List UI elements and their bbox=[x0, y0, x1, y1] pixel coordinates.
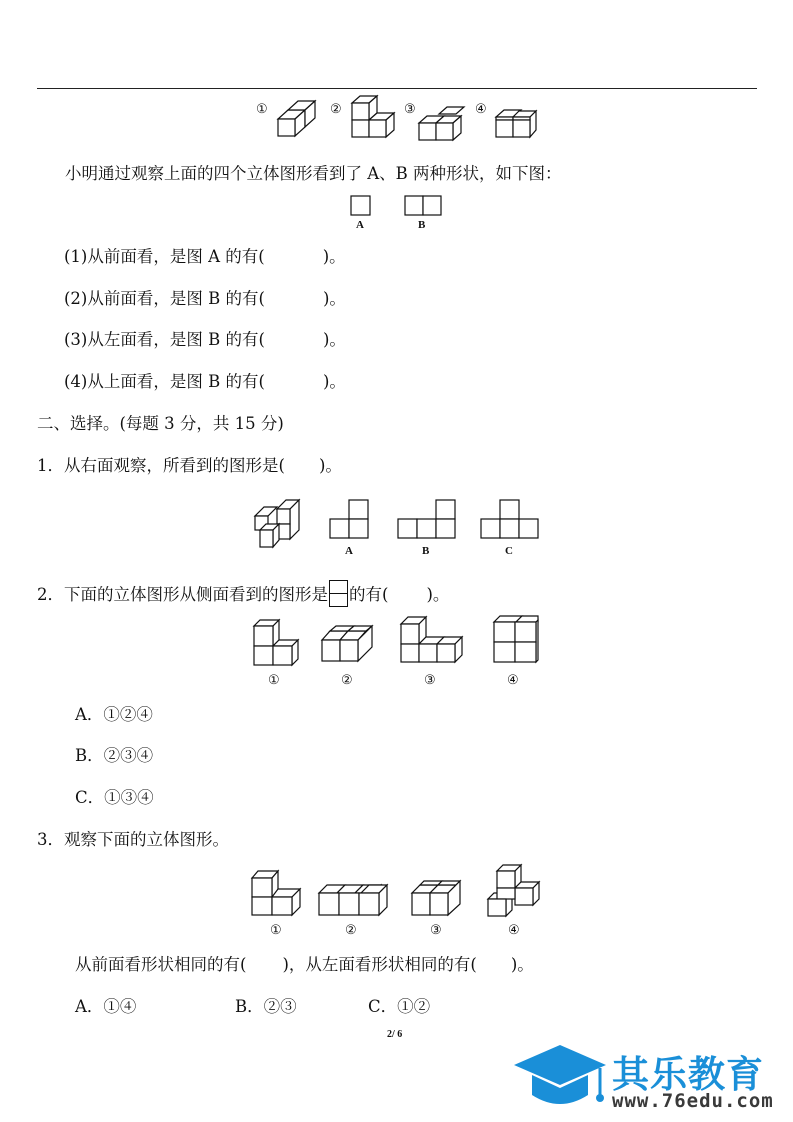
q3-option-b[interactable]: B．②③ bbox=[235, 997, 297, 1016]
page-number: 2/ 6 bbox=[387, 1029, 403, 1040]
q3-option-c[interactable]: C．①② bbox=[368, 997, 431, 1016]
question-1-4-text: (4)从上面看，是图 B 的有( bbox=[64, 372, 265, 391]
section-2-title: 二、选择。(每题 3 分，共 15 分) bbox=[37, 414, 284, 433]
q2-figure-1 bbox=[252, 618, 302, 668]
question-1-2-text: (2)从前面看，是图 B 的有( bbox=[64, 289, 265, 308]
q3-sub-b: )，从左面看形状相同的有( bbox=[282, 955, 477, 974]
watermark-url: www.76edu.com bbox=[612, 1090, 774, 1112]
close-paren: )。 bbox=[322, 330, 346, 349]
top-fig-label-2: ② bbox=[330, 102, 342, 117]
question-1-4 bbox=[64, 372, 346, 392]
q3-figure-1 bbox=[250, 869, 306, 919]
q3-sub-a: 从前面看形状相同的有( bbox=[75, 955, 247, 974]
q3-sub-c: )。 bbox=[510, 955, 534, 974]
q1-option-a-label: A bbox=[345, 545, 353, 557]
question-1-3-text: (3)从左面看，是图 B 的有( bbox=[64, 330, 265, 349]
question-1-1 bbox=[64, 247, 346, 267]
graduation-cap-icon bbox=[510, 1043, 610, 1115]
shape-a bbox=[350, 195, 372, 217]
top-fig-label-1: ① bbox=[256, 102, 268, 117]
q2-fig-label-4: ④ bbox=[507, 673, 519, 688]
q2-figure-4 bbox=[492, 614, 542, 666]
q2-option-c[interactable]: C．①③④ bbox=[75, 788, 154, 807]
q3-option-a[interactable]: A．①④ bbox=[75, 997, 137, 1016]
watermark-name: 其乐教育 bbox=[612, 1053, 764, 1096]
q1-text bbox=[37, 456, 342, 476]
q1-prompt: 1．从右面观察，所看到的图形是( bbox=[37, 456, 285, 475]
q2-text bbox=[37, 580, 449, 607]
close-paren: )。 bbox=[318, 456, 342, 475]
q3-figure-2 bbox=[317, 882, 393, 918]
q3-fig-label-1: ① bbox=[270, 923, 282, 938]
header-rule bbox=[37, 88, 757, 89]
q3-fig-label-4: ④ bbox=[508, 923, 520, 938]
shape-b-label: B bbox=[418, 219, 426, 231]
top-figure-2 bbox=[350, 94, 398, 144]
q3-fig-label-2: ② bbox=[345, 923, 357, 938]
q2-option-b[interactable]: B．②③④ bbox=[75, 746, 154, 765]
question-1-3 bbox=[64, 330, 346, 350]
q2-prompt-end: 的有( bbox=[349, 585, 389, 604]
intro-text: 小明通过观察上面的四个立体图形看到了 A、B 两种形状，如下图： bbox=[65, 164, 562, 183]
top-figure-1 bbox=[276, 98, 321, 143]
close-paren: )。 bbox=[322, 372, 346, 391]
q3-figure-4 bbox=[486, 862, 544, 920]
question-1-2 bbox=[64, 289, 346, 309]
q1-option-b-label: B bbox=[422, 545, 430, 557]
q3-figure-3 bbox=[410, 880, 470, 920]
q3-fig-label-3: ③ bbox=[430, 923, 442, 938]
top-figure-4 bbox=[488, 104, 538, 144]
side-view-shape bbox=[329, 580, 348, 607]
shape-b bbox=[404, 195, 444, 217]
q2-option-a[interactable]: A．①②④ bbox=[75, 705, 153, 724]
close-paren: )。 bbox=[322, 289, 346, 308]
top-fig-label-4: ④ bbox=[475, 102, 487, 117]
question-1-1-text: (1)从前面看，是图 A 的有( bbox=[64, 247, 265, 266]
close-paren: )。 bbox=[426, 585, 450, 604]
q1-option-c-shape bbox=[480, 499, 542, 541]
q2-fig-label-2: ② bbox=[341, 673, 353, 688]
q3-text: 3．观察下面的立体图形。 bbox=[37, 830, 229, 849]
q2-prompt: 2．下面的立体图形从侧面看到的图形是 bbox=[37, 585, 328, 604]
q2-fig-label-1: ① bbox=[268, 673, 280, 688]
q1-solid-figure bbox=[253, 494, 303, 556]
q2-figure-2 bbox=[320, 626, 378, 666]
shape-a-label: A bbox=[356, 219, 364, 231]
top-fig-label-3: ③ bbox=[404, 102, 416, 117]
q1-option-b-shape bbox=[397, 499, 459, 541]
q2-fig-label-3: ③ bbox=[424, 673, 436, 688]
q1-option-c-label: C bbox=[505, 545, 513, 557]
q1-option-a-shape bbox=[329, 499, 371, 541]
top-figure-3 bbox=[417, 104, 467, 144]
q2-figure-3 bbox=[399, 615, 469, 665]
q3-subquestion bbox=[75, 955, 534, 975]
close-paren: )。 bbox=[322, 247, 346, 266]
